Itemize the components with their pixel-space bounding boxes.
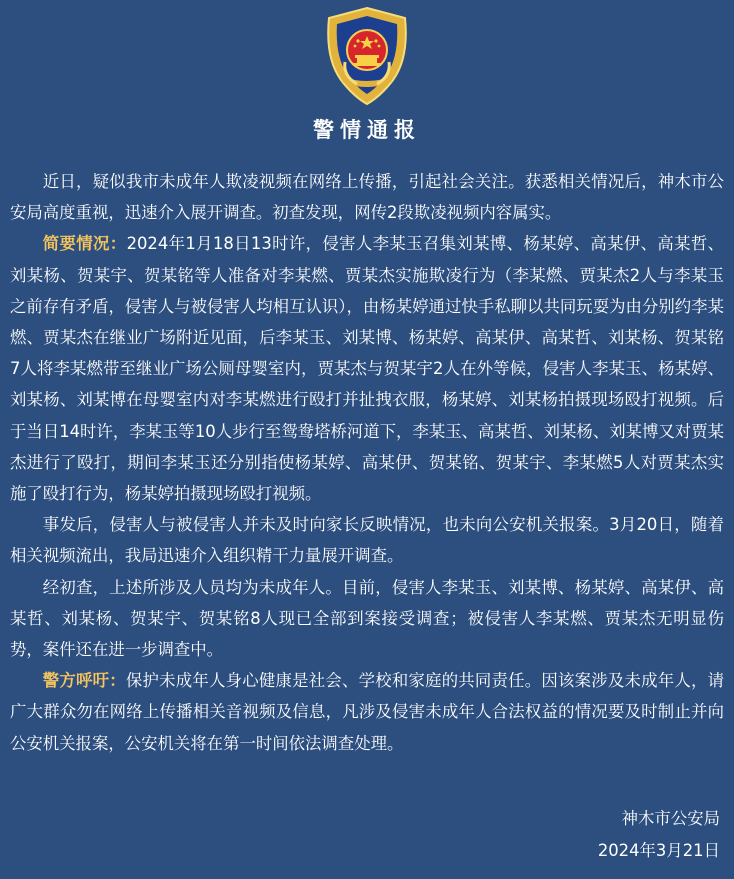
signature-block xyxy=(598,803,720,866)
bulletin-body xyxy=(10,166,724,759)
appeal-paragraph xyxy=(10,665,724,759)
summary-label: 简要情况： xyxy=(42,234,127,254)
after-text: 事发后，侵害人与被侵害人并未及时向家长反映情况，也未向公安机关报案。3月20日，随着相关视频流出，我局迅速介入组织精干力量展开调查。 xyxy=(10,515,724,566)
after-paragraph xyxy=(10,509,724,571)
status-text: 经初查，上述所涉及人员均为未成年人。目前，侵害人李某玉、刘某博、杨某婷、高某伊、高某哲、刘某杨、贺某宇、贺某铭8人现已全部到案接受调查；被侵害人李某燃、贾某杰无明显伤势，案件还在进一步调查中。 xyxy=(10,577,724,660)
summary-text: 2024年1月18日13时许，侵害人李某玉召集刘某博、杨某婷、高某伊、高某哲、刘某杨、贺某宇、贺某铭等人准备对李某燃、贾某杰实施欺凌行为（李某燃、贾某杰2人与李某玉之前存有矛盾，侵害人与被侵害人均相互认识），由杨某婷通过快手私聊以共同玩耍为由分别约李某燃、贾某杰在继业广场附近见面，后李某玉、刘某博、杨某婷、高某伊、高某哲、刘某杨、贺某铭7人将李某燃带至继业广场公厕母婴室内，贾某杰与贺某宇2人在外等候，侵害人李某玉、杨某婷、刘某杨、刘某博在母婴室内对李某燃进行殴打并扯拽衣服，杨某婷、刘某杨拍摄现场殴打视频。后于当日14时许，李某玉等10人步行至鸳鸯塔桥河道下，李某玉、高某哲、刘某杨、刘某博又对贾某杰进行了殴打，期间李某玉还分别指使杨某婷、高某伊、贺某铭、贺某宇、李某燃5人对贾某杰实施了殴打行为，杨某婷拍摄现场殴打视频。 xyxy=(10,234,725,504)
page-title: 警情通报 xyxy=(313,118,421,142)
intro-paragraph xyxy=(10,166,724,228)
appeal-label: 警方呼吁： xyxy=(42,671,126,691)
signature-date: 2024年3月21日 xyxy=(597,840,720,860)
appeal-text: 保护未成年人身心健康是社会、学校和家庭的共同责任。因该案涉及未成年人，请广大群众勿在网络上传播相关音视频及信息，凡涉及侵害未成年人合法权益的情况要及时制止并向公安机关报案，公安机关将在第一时间依法调查处理。 xyxy=(10,671,725,753)
status-paragraph xyxy=(10,572,724,666)
signature-org: 神木市公安局 xyxy=(621,809,720,828)
intro-text: 近日，疑似我市未成年人欺凌视频在网络上传播，引起社会关注。获悉相关情况后，神木市公安局高度重视，迅速介入展开调查。初查发现，网传2段欺凌视频内容属实。 xyxy=(10,172,724,223)
summary-paragraph xyxy=(10,228,724,509)
police-emblem-icon xyxy=(321,6,413,106)
